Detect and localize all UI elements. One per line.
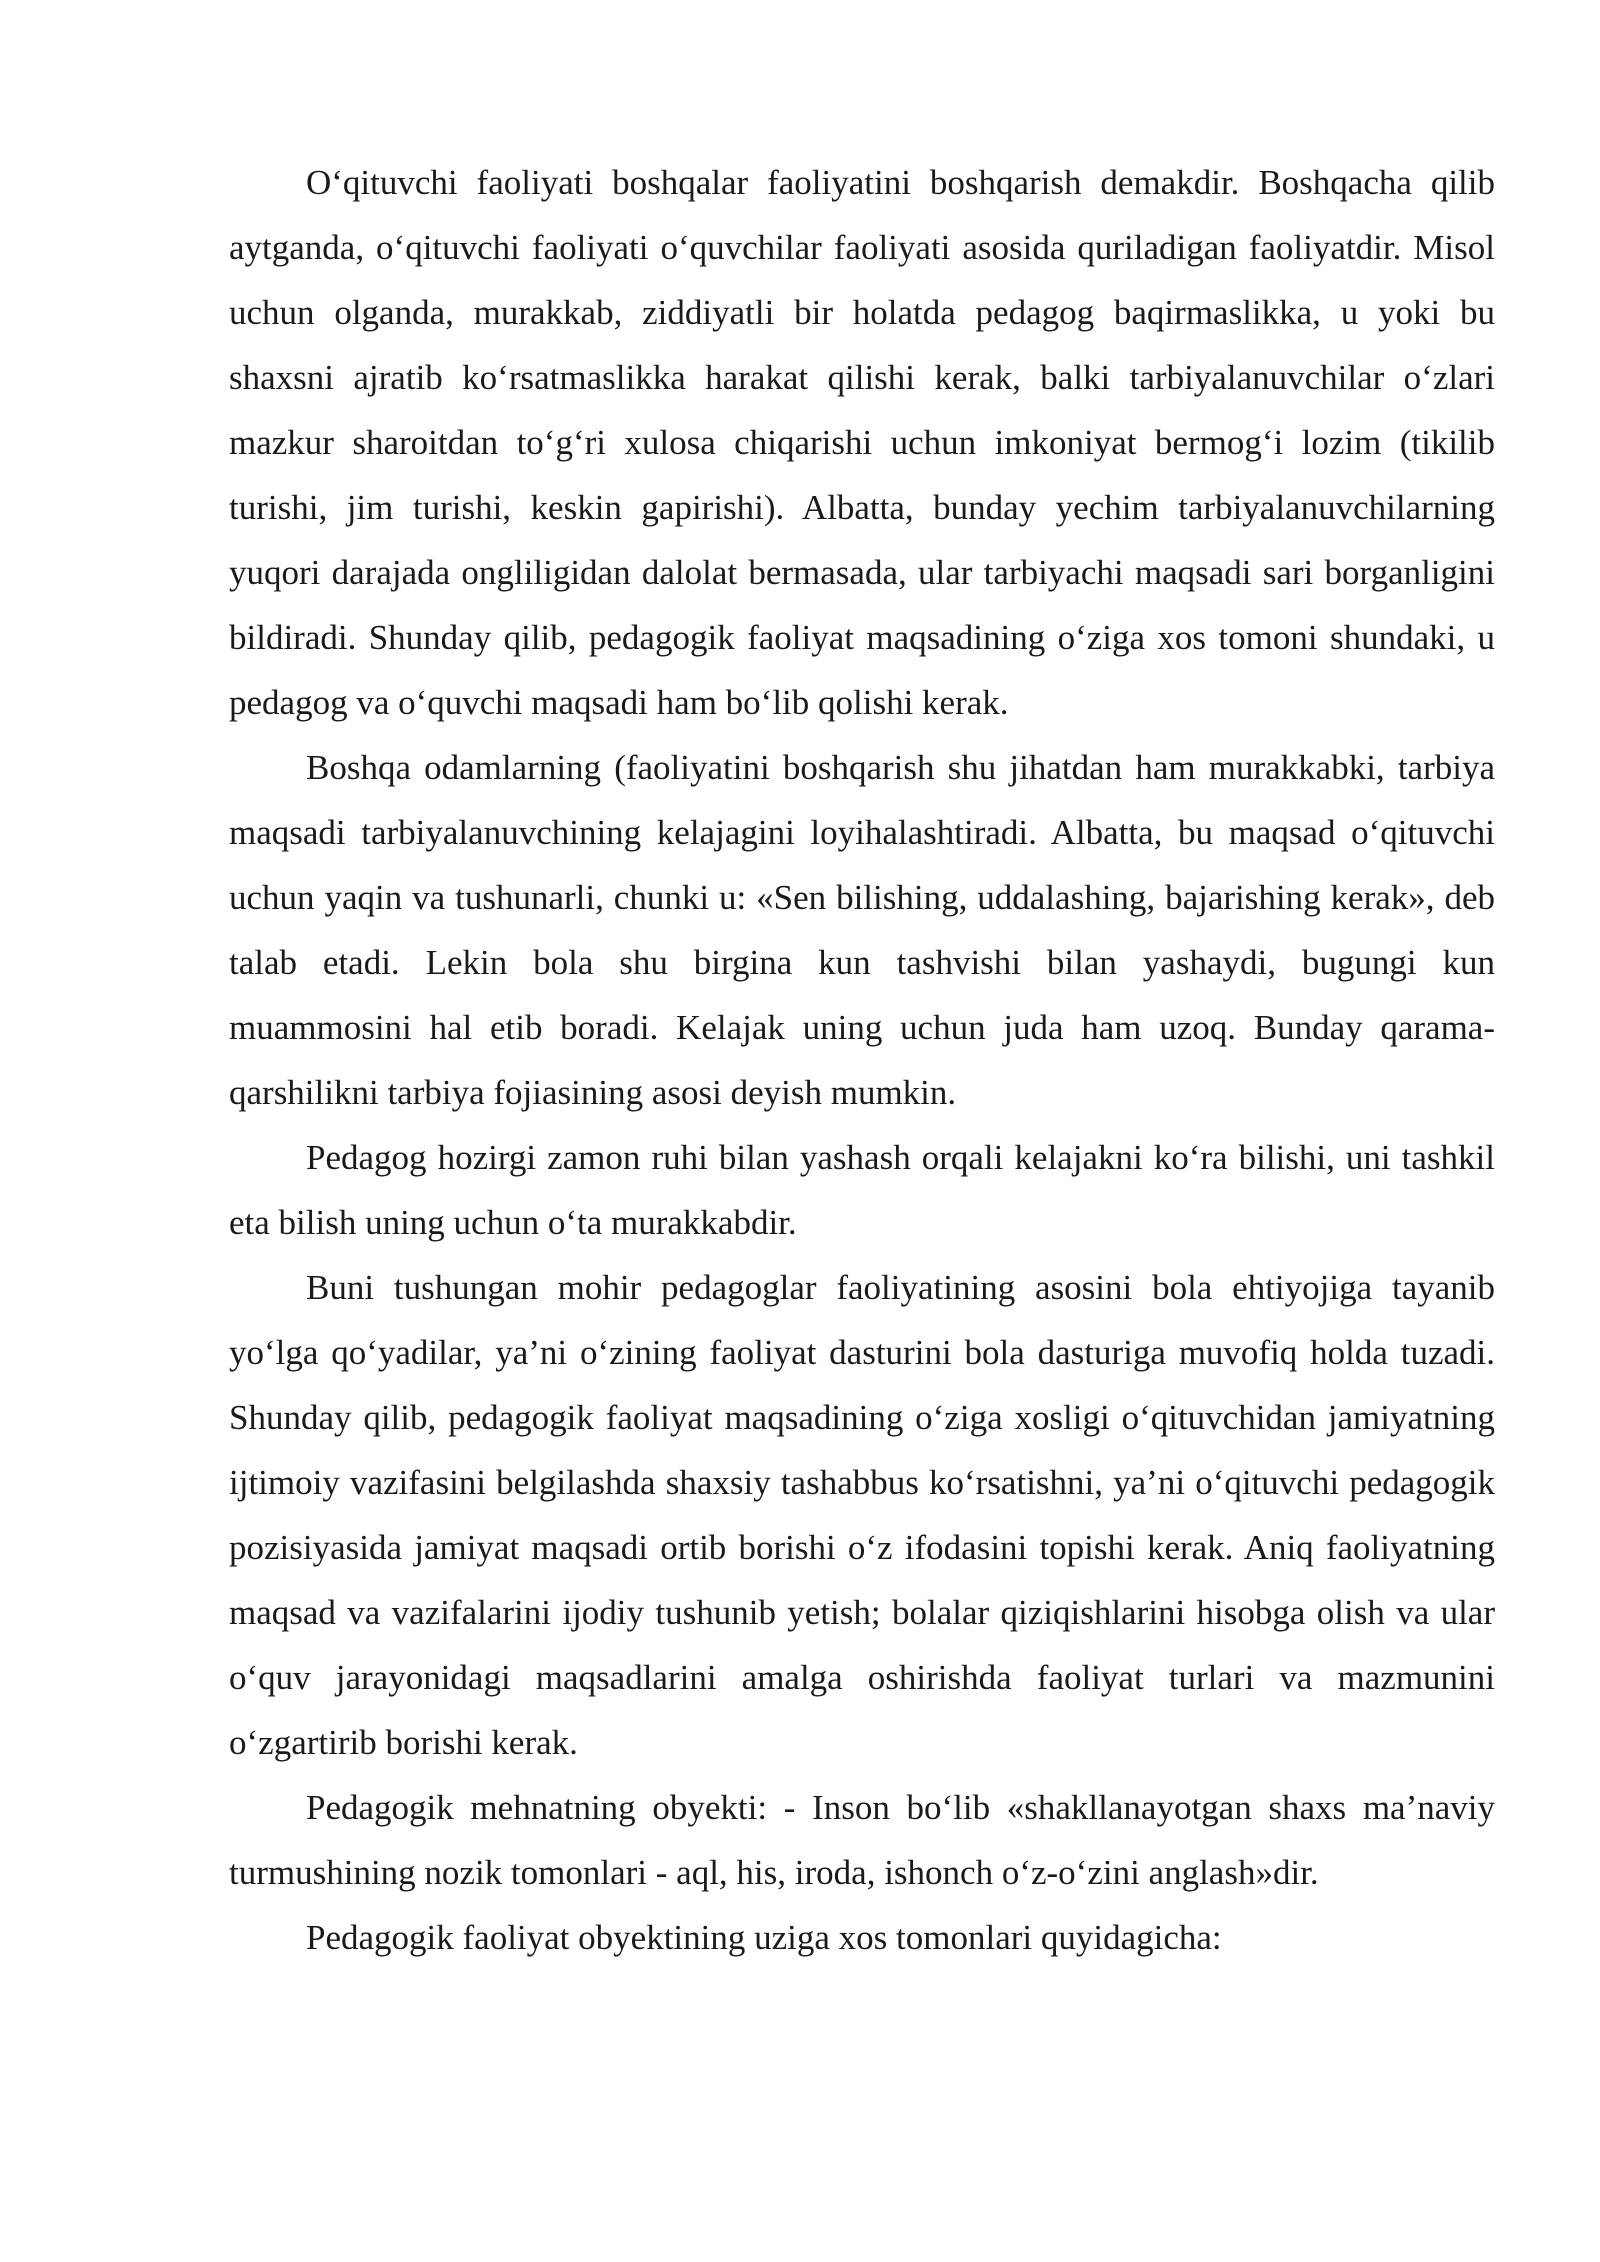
paragraph-future-vision: Pedagog hozirgi zamon ruhi bilan yashash orqali kelajakni ko‘ra bilishi, uni tashkil eta bilish uning uchun o‘ta murakkabdir.	[229, 1138, 1495, 1242]
paragraph-teacher-activity: O‘qituvchi faoliyati boshqalar faoliyatini boshqarish demakdir. Boshqacha qilib aytganda, o‘qituvchi faoliyati o‘quvchilar faoliyati asosida quriladigan faoliyatdir. Misol uchun olganda, murakkab, ziddiyatli bir holatda pedagog baqirmaslikka, u yoki bu shaxsni ajratib ko‘rsatmaslikka harakat qilishi kerak, balki tarbiyalanuvchilar o‘zlari mazkur sharoitdan to‘g‘ri xulosa chiqarishi uchun imkoniyat bermog‘i lozim (tikilib turishi, jim turishi, keskin gapirishi). Albatta, bunday yechim tarbiyalanuvchilarning yuqori darajada ongliligidan dalolat bermasada, ular tarbiyachi maqsadi sari borganligini bildiradi. Shunday qilib, pedagogik faoliyat maqsadining o‘ziga xos tomoni shundaki, u pedagog va o‘quvchi maqsadi ham bo‘lib qolishi kerak.	[229, 163, 1495, 722]
paragraph-object-of-labor: Pedagogik mehnatning obyekti: - Inson bo‘lib «shakllanayotgan shaxs ma’naviy turmushining nozik tomonlari - aql, his, iroda, ishonch o‘z-o‘zini anglash»dir.	[229, 1788, 1495, 1892]
paragraph-managing-others: Boshqa odamlarning (faoliyatini boshqarish shu jihatdan ham murakkabki, tarbiya maqsadi tarbiyalanuvchining kelajagini loyihalashtiradi. Albatta, bu maqsad o‘qituvchi uchun yaqin va tushunarli, chunki u: «Sen bilishing, uddalashing, bajarishing kerak», deb talab etadi. Lekin bola shu birgina kun tashvishi bilan yashaydi, bugungi kun muammosini hal etib boradi. Kelajak uning uchun juda ham uzoq. Bunday qarama-qarshilikni tarbiya fojiasining asosi deyish mumkin.	[229, 748, 1495, 1112]
paragraph-object-features: Pedagogik faoliyat obyektining uziga xos tomonlari quyidagicha:	[306, 1918, 1222, 1957]
document-page	[229, 150, 1495, 1970]
paragraph-skilled-pedagogues: Buni tushungan mohir pedagoglar faoliyatining asosini bola ehtiyojiga tayanib yo‘lga qo‘yadilar, ya’ni o‘zining faoliyat dasturini bola dasturiga muvofiq holda tuzadi. Shunday qilib, pedagogik faoliyat maqsadining o‘ziga xosligi o‘qituvchidan jamiyatning ijtimoiy vazifasini belgilashda shaxsiy tashabbus ko‘rsatishni, ya’ni o‘qituvchi pedagogik pozisiyasida jamiyat maqsadi ortib borishi o‘z ifodasini topishi kerak. Aniq faoliyatning maqsad va vazifalarini ijodiy tushunib yetish; bolalar qiziqishlarini hisobga olish va ular o‘quv jarayonidagi maqsadlarini amalga oshirishda faoliyat turlari va mazmunini o‘zgartirib borishi kerak.	[229, 1268, 1495, 1762]
